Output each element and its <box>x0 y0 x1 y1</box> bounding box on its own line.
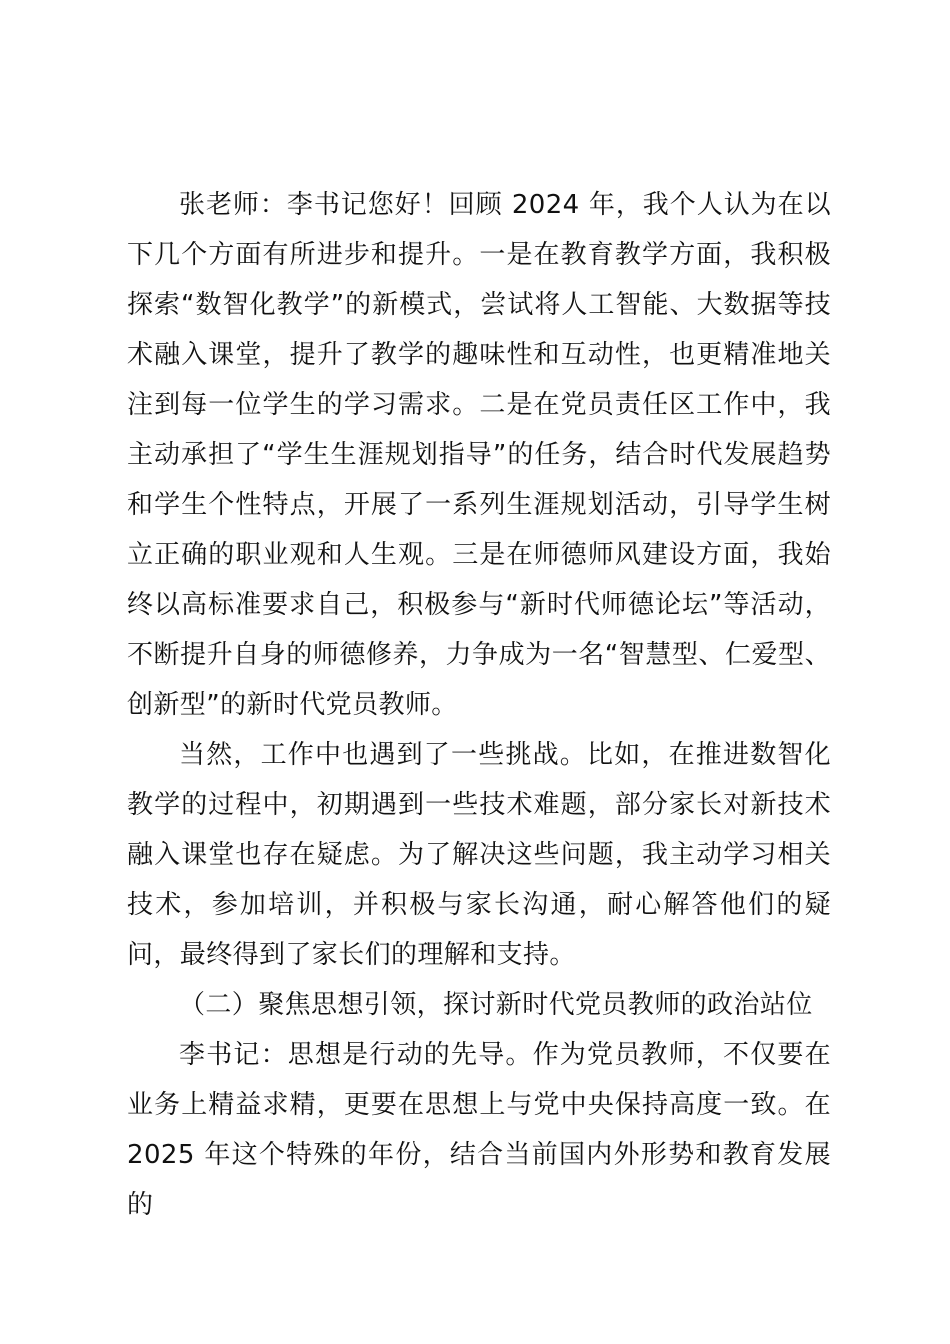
section-heading: （二）聚焦思想引领，探讨新时代党员教师的政治站位 <box>179 990 813 1020</box>
paragraph-li-thought: 李书记：思想是行动的先导。作为党员教师，不仅要在业务上精益求精，更要在思想上与党中央保持高度一致。在 2025 年这个特殊的年份，结合当前国内外形势和教育发展的 <box>127 1040 831 1220</box>
document-body <box>127 180 831 1230</box>
paragraph-zhang-review: 张老师：李书记您好！回顾 2024 年，我个人认为在以下几个方面有所进步和提升。一是在教育教学方面，我积极探索“数智化教学”的新模式，尝试将人工智能、大数据等技术融入课堂，提升了教学的趣味性和互动性，也更精准地关注到每一位学生的学习需求。二是在党员责任区工作中，我主动承担了“学生生涯规划指导”的任务，结合时代发展趋势和学生个性特点，开展了一系列生涯规划活动，引导学生树立正确的职业观和人生观。三是在师德师风建设方面，我始终以高标准要求自己，积极参与“新时代师德论坛”等活动，不断提升自身的师德修养，力争成为一名“智慧型、仁爱型、创新型”的新时代党员教师。 <box>127 190 831 720</box>
paragraph-challenges: 当然，工作中也遇到了一些挑战。比如，在推进数智化教学的过程中，初期遇到一些技术难题，部分家长对新技术融入课堂也存在疑虑。为了解决这些问题，我主动学习相关技术，参加培训，并积极与家长沟通，耐心解答他们的疑问，最终得到了家长们的理解和支持。 <box>127 740 831 970</box>
